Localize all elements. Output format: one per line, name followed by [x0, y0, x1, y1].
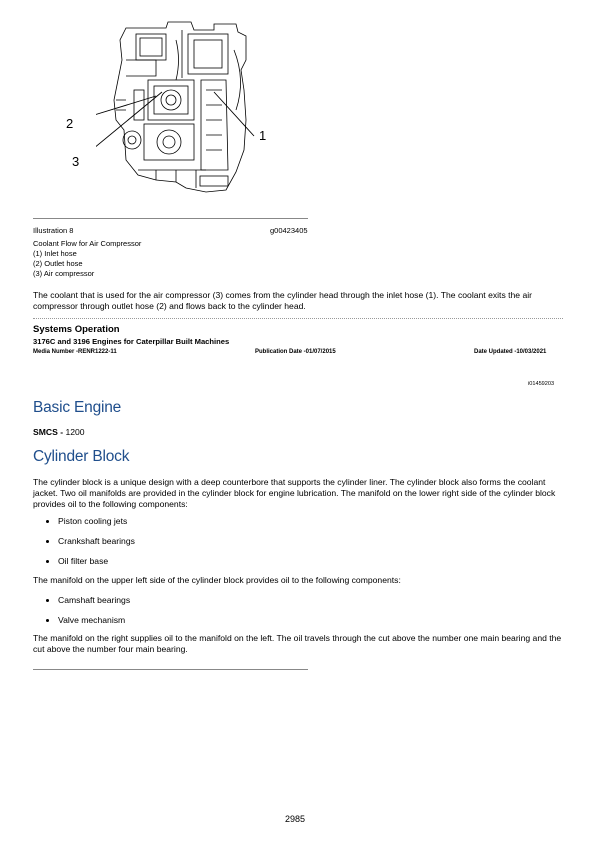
callout-1: 1 — [259, 128, 267, 143]
illustration-item: (2) Outlet hose — [33, 259, 83, 268]
cylinder-block-paragraph-3: The manifold on the right supplies oil to the manifold on the left. The oil travels through the cut above the number one main bearing and the cut above the number four main bearing. — [33, 633, 562, 654]
list-item: Piston cooling jets — [44, 516, 135, 527]
illustration-item: (1) Inlet hose — [33, 249, 77, 258]
list-item: Oil filter base — [44, 556, 135, 567]
document-id: i01459203 — [528, 381, 555, 387]
illustration-title: Coolant Flow for Air Compressor — [33, 239, 142, 248]
callout-2: 2 — [66, 116, 74, 131]
cylinder-block-paragraph-1: The cylinder block is a unique design with a deep counterbore that supports the cylinder liner. The cylinder block also forms the coolant jacket. Two oil manifolds are provided in the cylinder block for engine lubrication. The manifold on the lower right side of the cylinder block provides oil to the following components: — [33, 477, 556, 509]
list-item: Crankshaft bearings — [44, 536, 135, 547]
illustration-number: Illustration 8 — [33, 226, 74, 235]
publication-date: Publication Date -01/07/2015 — [255, 349, 336, 355]
smcs-label: SMCS - — [33, 427, 66, 437]
engine-illustration — [96, 20, 306, 200]
illustration-id: g00423405 — [270, 226, 308, 235]
section-title: Systems Operation — [33, 324, 120, 335]
smcs-line — [33, 427, 85, 438]
illustration-item: (3) Air compressor — [33, 269, 95, 278]
illustration-top-rule — [33, 218, 308, 219]
page-number: 2985 — [285, 814, 306, 824]
document-subtitle: 3176C and 3196 Engines for Caterpillar Built Machines — [33, 337, 230, 346]
heading-basic-engine: Basic Engine — [33, 399, 122, 416]
heading-cylinder-block: Cylinder Block — [33, 448, 130, 465]
oil-components-list-2 — [44, 595, 130, 626]
bottom-rule — [33, 669, 308, 670]
smcs-value: 1200 — [65, 427, 85, 437]
list-item: Camshaft bearings — [44, 595, 130, 606]
callout-3: 3 — [72, 154, 80, 169]
media-number: Media Number -RENR1222-11 — [33, 349, 117, 355]
list-item: Valve mechanism — [44, 615, 130, 626]
oil-components-list-1 — [44, 516, 135, 567]
coolant-paragraph: The coolant that is used for the air compressor (3) comes from the cylinder head through the inlet hose (1). The coolant exits the air compressor through outlet hose (2) and flows back to the cylinder head. — [33, 290, 533, 311]
section-divider — [33, 318, 563, 319]
date-updated: Date Updated -10/03/2021 — [474, 349, 547, 355]
cylinder-block-paragraph-2: The manifold on the upper left side of the cylinder block provides oil to the following components: — [33, 575, 401, 585]
